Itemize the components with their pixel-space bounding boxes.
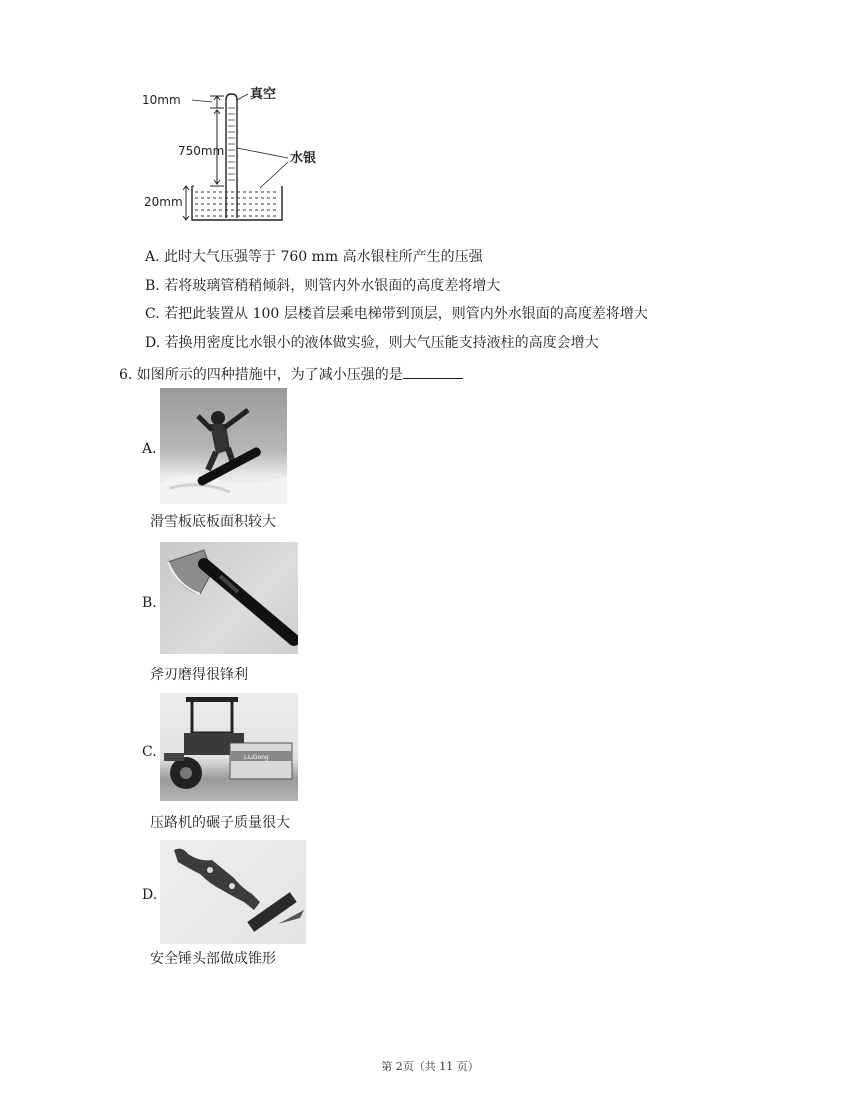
- q5-option-c: [145, 304, 648, 324]
- q6-option-d-caption: 安全锤头部做成锥形: [150, 951, 276, 967]
- road-roller-photo: [160, 693, 298, 801]
- label-mercury: 水银: [290, 151, 317, 166]
- q6-stem-text: 6. 如图所示的四种措施中，为了减小压强的是: [119, 367, 403, 383]
- torricelli-barometer-figure: [140, 78, 340, 230]
- q5-option-b: [145, 276, 500, 296]
- q6-option-a-letter: A.: [142, 441, 157, 457]
- svg-text:LiuGong: LiuGong: [244, 754, 269, 761]
- option-text: 若换用密度比水银小的液体做实验，则大气压能支持液柱的高度会增大: [164, 335, 599, 351]
- option-text: 若将玻璃管稍稍倾斜，则管内外水银面的高度差将增大: [164, 278, 501, 294]
- q6-option-b-letter: B.: [142, 595, 157, 611]
- label-750mm: 750mm: [178, 144, 225, 158]
- answer-blank: [403, 364, 463, 379]
- snowboarder-photo: [160, 388, 287, 504]
- option-letter: A.: [145, 249, 160, 265]
- option-text: 若把此装置从 100 层楼首层乘电梯带到顶层，则管内外水银面的高度差将增大: [164, 306, 648, 322]
- option-letter: D.: [145, 335, 161, 351]
- page-footer: 第 2页（共 11 页）: [381, 1060, 479, 1073]
- q6-option-c-caption: 压路机的碾子质量很大: [150, 815, 290, 831]
- q5-option-d: [145, 333, 599, 353]
- safety-hammer-photo: [160, 840, 306, 944]
- label-vacuum: 真空: [250, 87, 277, 102]
- q6-option-a-caption: 滑雪板底板面积较大: [150, 514, 276, 530]
- q6-option-b-caption: 斧刃磨得很锋利: [150, 667, 248, 683]
- option-letter: B.: [145, 278, 160, 294]
- q6-stem: [119, 364, 463, 385]
- option-letter: C.: [145, 306, 160, 322]
- option-text: 此时大气压强等于 760 mm 高水银柱所产生的压强: [164, 249, 483, 265]
- axe-photo: [160, 542, 298, 654]
- q5-option-a: [145, 247, 483, 267]
- label-10mm: 10mm: [142, 93, 181, 107]
- q6-option-d-letter: D.: [142, 887, 158, 903]
- q6-option-c-letter: C.: [142, 744, 157, 760]
- label-20mm: 20mm: [144, 195, 183, 209]
